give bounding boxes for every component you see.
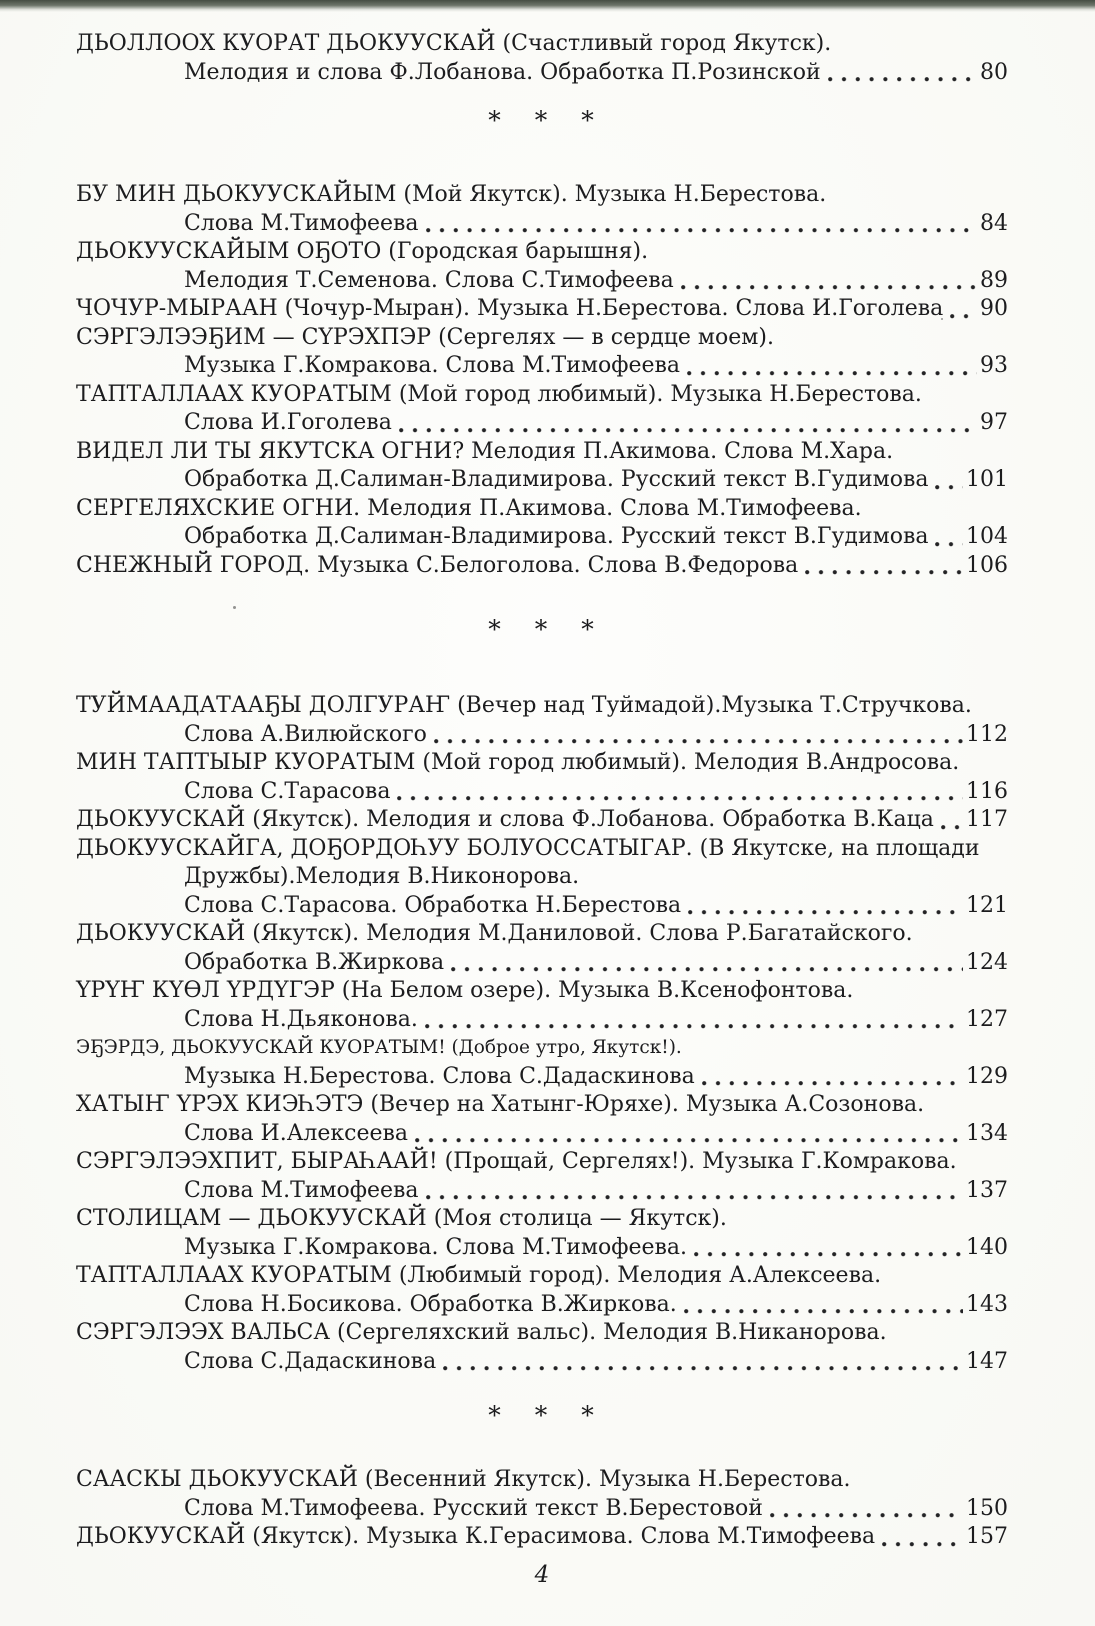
dot-leader [805, 566, 963, 575]
toc-entry-title: ТУЙМААДАТААҔЫ ДОЛГУРАҤ (Вечер над Туймадой).Музыка Т.Стручкова. [76, 693, 972, 718]
page-number: 84 [980, 210, 1008, 236]
toc-entry-line [76, 523, 1008, 552]
toc-entry-line [76, 1120, 1008, 1149]
toc-entry-line [76, 835, 1008, 864]
dot-leader [770, 1509, 963, 1518]
page-number: 157 [966, 1524, 1008, 1549]
page-number: 106 [966, 552, 1008, 578]
toc-entry-title: ДЬОКУУСКАЙ (Якутск). Мелодия М.Даниловой. Слова Р.Багатайского. [76, 921, 913, 946]
dot-leader [425, 1020, 963, 1029]
toc-entry-line [76, 495, 1008, 524]
toc-entry-title: ХАТЫҤ ҮРЭХ КИЭҺЭТЭ (Вечер на Хатынг-Юряхе). Музыка А.Созонова. [76, 1092, 925, 1117]
dot-leader [935, 481, 963, 490]
toc-entry-title: ДЬОКУУСКАЙ (Якутск). Мелодия и слова Ф.Лобанова. Обработка В.Каца [76, 807, 934, 832]
toc-entry-line [76, 920, 1008, 949]
dot-leader [415, 1134, 963, 1143]
toc-entry-line [76, 721, 1008, 750]
toc-entry-credits: Слова С.Тарасова. Обработка Н.Берестова [184, 892, 682, 918]
toc-entry-line [76, 1262, 1008, 1291]
toc-entry-title: СЕРГЕЛЯХСКИЕ ОГНИ. Мелодия П.Акимова. Слова М.Тимофеева. [76, 495, 862, 521]
toc-entry-credits: Обработка Д.Салиман-Владимирова. Русский текст В.Гудимова [184, 524, 929, 549]
toc-entry-line [76, 324, 1008, 353]
toc-entry-title: СТОЛИЦАМ — ДЬОКУУСКАЙ (Моя столица — Якутск). [76, 1206, 727, 1231]
toc-entry-credits: Мелодия и слова Ф.Лобанова. Обработка П.Розинской [184, 59, 821, 85]
dot-leader [426, 224, 977, 233]
toc-entry-title: ДЬОКУУСКАЙЫМ ОҔОТО (Городская барышня). [76, 239, 649, 264]
toc-entry-line [76, 1466, 1008, 1495]
toc-entry-line [76, 806, 1008, 835]
toc-entry-line [76, 1063, 1008, 1092]
page-number: 129 [966, 1063, 1008, 1089]
dot-leader [399, 424, 977, 433]
toc-entry-credits: Слова С.Тарасова [184, 778, 391, 804]
toc-entry-title: ТАПТАЛЛААХ КУОРАТЫМ (Любимый город). Мелодия А.Алексеева. [76, 1263, 882, 1288]
toc-entry-title: ҮРҮҤ КҮӨЛ ҮРДҮГЭР (На Белом озере). Музыка В.Ксенофонтова. [76, 978, 854, 1003]
toc-entry-line [76, 1148, 1008, 1177]
toc-entry-credits: Слова М.Тимофеева [184, 210, 419, 236]
toc-entry-credits: Слова Н.Дьяконова. [184, 1006, 418, 1032]
section-separator-stars: * * * [488, 1401, 596, 1430]
toc-entry-line [76, 1091, 1008, 1120]
toc-entry-line [76, 949, 1008, 978]
toc-entry-title: СНЕЖНЫЙ ГОРОД. Музыка С.Белоголова. Слова В.Федорова [76, 552, 799, 578]
toc-entry-line [76, 892, 1008, 921]
page-number: 97 [980, 410, 1008, 435]
toc-entry-credits: Мелодия Т.Семенова. Слова С.Тимофеева [184, 267, 674, 293]
toc-entry-title: ЭҔЭРДЭ, ДЬОКУУСКАЙ КУОРАТЫМ! (Доброе утро, Якутск!). [76, 1037, 682, 1058]
toc-entry-line [76, 409, 1008, 438]
toc-entry-credits: Слова М.Тимофеева. Русский текст В.Берестовой [184, 1495, 763, 1521]
page-number: 140 [966, 1234, 1008, 1260]
toc-entry-credits: Дружбы).Мелодия В.Никонорова. [184, 864, 580, 889]
page-number: 117 [966, 807, 1008, 832]
dot-leader [397, 792, 963, 801]
toc-entry-line [76, 352, 1008, 381]
toc-entry-line [76, 210, 1008, 239]
page-number: 90 [980, 296, 1008, 321]
toc-entry-line [76, 1234, 1008, 1263]
toc-entry-line [76, 1348, 1008, 1377]
toc-entry-title: ДЬОКУУСКАЙ (Якутск). Музыка К.Герасимова. Слова М.Тимофеева [76, 1524, 876, 1549]
section-separator-stars: * * * [488, 106, 596, 135]
toc-entry-line [76, 863, 1008, 892]
page-number: 104 [966, 524, 1008, 549]
toc-entry-title: СЭРГЭЛЭЭХПИТ, БЫРАҺААЙ! (Прощай, Сергелях!). Музыка Г.Комракова. [76, 1149, 957, 1174]
dot-leader [684, 1305, 963, 1314]
toc-entry-line [76, 1006, 1008, 1035]
toc-entry-line [76, 466, 1008, 495]
dot-leader [935, 538, 963, 547]
dot-leader [941, 821, 963, 830]
toc-entry-line [76, 381, 1008, 410]
dot-leader [434, 735, 963, 744]
toc-entry-line [76, 552, 1008, 581]
toc-entry-line [76, 238, 1008, 267]
toc-entry-credits: Музыка Г.Комракова. Слова М.Тимофеева. [184, 1234, 687, 1260]
footer-page-number: 4 [534, 1561, 550, 1588]
page-number: 93 [980, 353, 1008, 378]
toc-entry-line [76, 267, 1008, 296]
toc-entry-title: ДЬОЛЛООХ КУОРАТ ДЬОКУУСКАЙ (Счастливый город Якутск). [76, 31, 832, 56]
dot-leader [950, 310, 977, 319]
toc-entry-credits: Слова А.Вилюйского [184, 721, 427, 747]
page-number: 80 [980, 59, 1008, 85]
toc-entry-line [76, 778, 1008, 807]
dot-leader [451, 963, 963, 972]
page-number: 127 [966, 1006, 1008, 1032]
toc-entry-line [76, 977, 1008, 1006]
toc-entry-title: ЧОЧУР-МЫРААН (Чочур-Мыран). Музыка Н.Берестова. Слова И.Гоголева [76, 296, 944, 321]
toc-entry-line [76, 749, 1008, 778]
page-number: 89 [980, 267, 1008, 293]
toc-entry-credits: Слова И.Гоголева [184, 410, 392, 435]
page-number: 134 [966, 1120, 1008, 1146]
toc-entry-line [76, 438, 1008, 467]
page-number: 137 [966, 1177, 1008, 1203]
page-number: 150 [966, 1495, 1008, 1521]
toc-entry-line [76, 30, 1008, 59]
toc-entry-title: МИН ТАПТЫЫР КУОРАТЫМ (Мой город любимый). Мелодия В.Андросова. [76, 750, 960, 775]
toc-entry-title: БУ МИН ДЬОКУУСКАЙЫМ (Мой Якутск). Музыка Н.Берестова. [76, 182, 827, 207]
toc-entry-title: ДЬОКУУСКАЙГА, ДОҔОРДОҺУУ БОЛУОССАТЫГАР. (В Якутске, на площади [76, 835, 980, 861]
page-number: 121 [966, 892, 1008, 918]
toc-entry-credits: Слова М.Тимофеева [184, 1177, 419, 1203]
toc-entry-title: ВИДЕЛ ЛИ ТЫ ЯКУТСКА ОГНИ? Мелодия П.Акимова. Слова М.Хара. [76, 438, 894, 464]
toc-entry-line [76, 181, 1008, 210]
toc-entry-title: СЭРГЭЛЭЭХ ВАЛЬСА (Сергеляхский вальс). Мелодия В.Никанорова. [76, 1320, 887, 1345]
toc-entry-line [76, 1319, 1008, 1348]
dot-leader [694, 1248, 963, 1257]
toc-entry-line [76, 295, 1008, 324]
toc-entry-title: СЭРГЭЛЭЭҔИМ — СҮРЭХПЭР (Сергелях — в сердце моем). [76, 324, 774, 350]
toc-entry-credits: Слова И.Алексеева [184, 1120, 408, 1146]
toc-entry-credits: Слова Н.Босикова. Обработка В.Жиркова. [184, 1291, 677, 1317]
page-number: 101 [966, 467, 1008, 492]
dot-leader [882, 1538, 963, 1547]
toc-entry-credits: Слова С.Дадаскинова [184, 1348, 437, 1374]
toc-entry-title: СААСКЫ ДЬОКУУСКАЙ (Весенний Якутск). Музыка Н.Берестова. [76, 1467, 851, 1492]
dot-leader [828, 73, 977, 82]
dot-leader [426, 1191, 963, 1200]
toc-entry-line [76, 1523, 1008, 1552]
toc-entry-line [76, 59, 1008, 88]
toc-entry-line [76, 1495, 1008, 1524]
page-number: 116 [966, 778, 1008, 804]
dot-leader [681, 281, 977, 290]
dot-leader [443, 1362, 963, 1371]
dot-leader [687, 367, 977, 376]
page-number: 124 [966, 949, 1008, 975]
toc-entry-credits: Обработка Д.Салиман-Владимирова. Русский текст В.Гудимова [184, 467, 929, 492]
toc [76, 30, 1008, 1588]
toc-entry-line [76, 1034, 1008, 1063]
toc-entry-line [76, 1177, 1008, 1206]
toc-entry-line [76, 1205, 1008, 1234]
dot-leader [702, 1077, 963, 1086]
page-number: 143 [966, 1291, 1008, 1317]
page-number: 112 [966, 721, 1008, 747]
toc-entry-title: ТАПТАЛЛААХ КУОРАТЫМ (Мой город любимый). Музыка Н.Берестова. [76, 381, 922, 407]
scan-edge-top [0, 0, 1095, 12]
page-number: 147 [966, 1348, 1008, 1374]
toc-entry-line [76, 692, 1008, 721]
section-separator-stars: * * * [488, 615, 596, 644]
toc-entry-credits: Обработка В.Жиркова [184, 949, 445, 975]
dot-leader [688, 906, 963, 915]
toc-entry-line [76, 1291, 1008, 1320]
toc-entry-credits: Музыка Н.Берестова. Слова С.Дадаскинова [184, 1063, 695, 1089]
toc-entry-credits: Музыка Г.Комракова. Слова М.Тимофеева [184, 353, 680, 378]
